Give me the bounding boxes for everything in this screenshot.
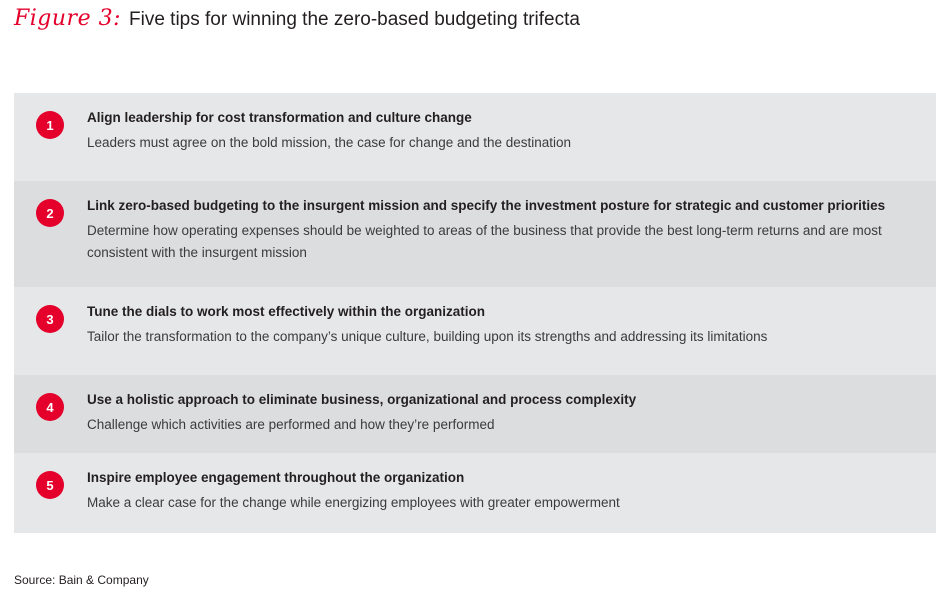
tip-heading: Align leadership for cost transformation and culture change <box>87 110 472 125</box>
tip-heading: Use a holistic approach to eliminate business, organizational and process complexity <box>87 392 637 407</box>
tip-number-badge: 4 <box>36 393 64 421</box>
list-item <box>14 181 936 287</box>
tip-detail: Challenge which activities are performed and how they’re performed <box>87 417 495 433</box>
source-note: Source: Bain & Company <box>14 573 149 587</box>
figure-number-label: Figure 3: <box>14 6 121 31</box>
tip-detail: Leaders must agree on the bold mission, the case for change and the destination <box>87 135 572 151</box>
tip-detail: Determine how operating expenses should be weighted to areas of the business that provide the best long-term returns and are most consistent with the insurgent mission <box>87 223 882 261</box>
page-title: Five tips for winning the zero-based budgeting trifecta <box>129 9 580 30</box>
list-item <box>14 93 936 181</box>
list-item <box>14 287 936 375</box>
tip-content <box>87 109 581 154</box>
list-item <box>14 375 936 453</box>
tip-content <box>87 197 922 264</box>
tip-number-badge: 5 <box>36 471 64 499</box>
tips-list <box>14 93 936 533</box>
figure-title-row <box>14 6 580 31</box>
tip-heading: Tune the dials to work most effectively within the organization <box>87 304 486 319</box>
tip-heading: Link zero-based budgeting to the insurgent mission and specify the investment posture for strategic and customer priorities <box>87 198 886 213</box>
tip-heading: Inspire employee engagement throughout the organization <box>87 470 465 485</box>
list-item <box>14 453 936 533</box>
tip-number-badge: 1 <box>36 111 64 139</box>
tip-number-badge: 2 <box>36 199 64 227</box>
tip-detail: Make a clear case for the change while energizing employees with greater empowerment <box>87 495 620 511</box>
tip-content <box>87 303 777 348</box>
tip-detail: Tailor the transformation to the company’s unique culture, building upon its strengths and addressing its limitations <box>87 329 768 345</box>
tip-number-badge: 3 <box>36 305 64 333</box>
tip-content <box>87 469 630 514</box>
tip-content <box>87 391 646 436</box>
